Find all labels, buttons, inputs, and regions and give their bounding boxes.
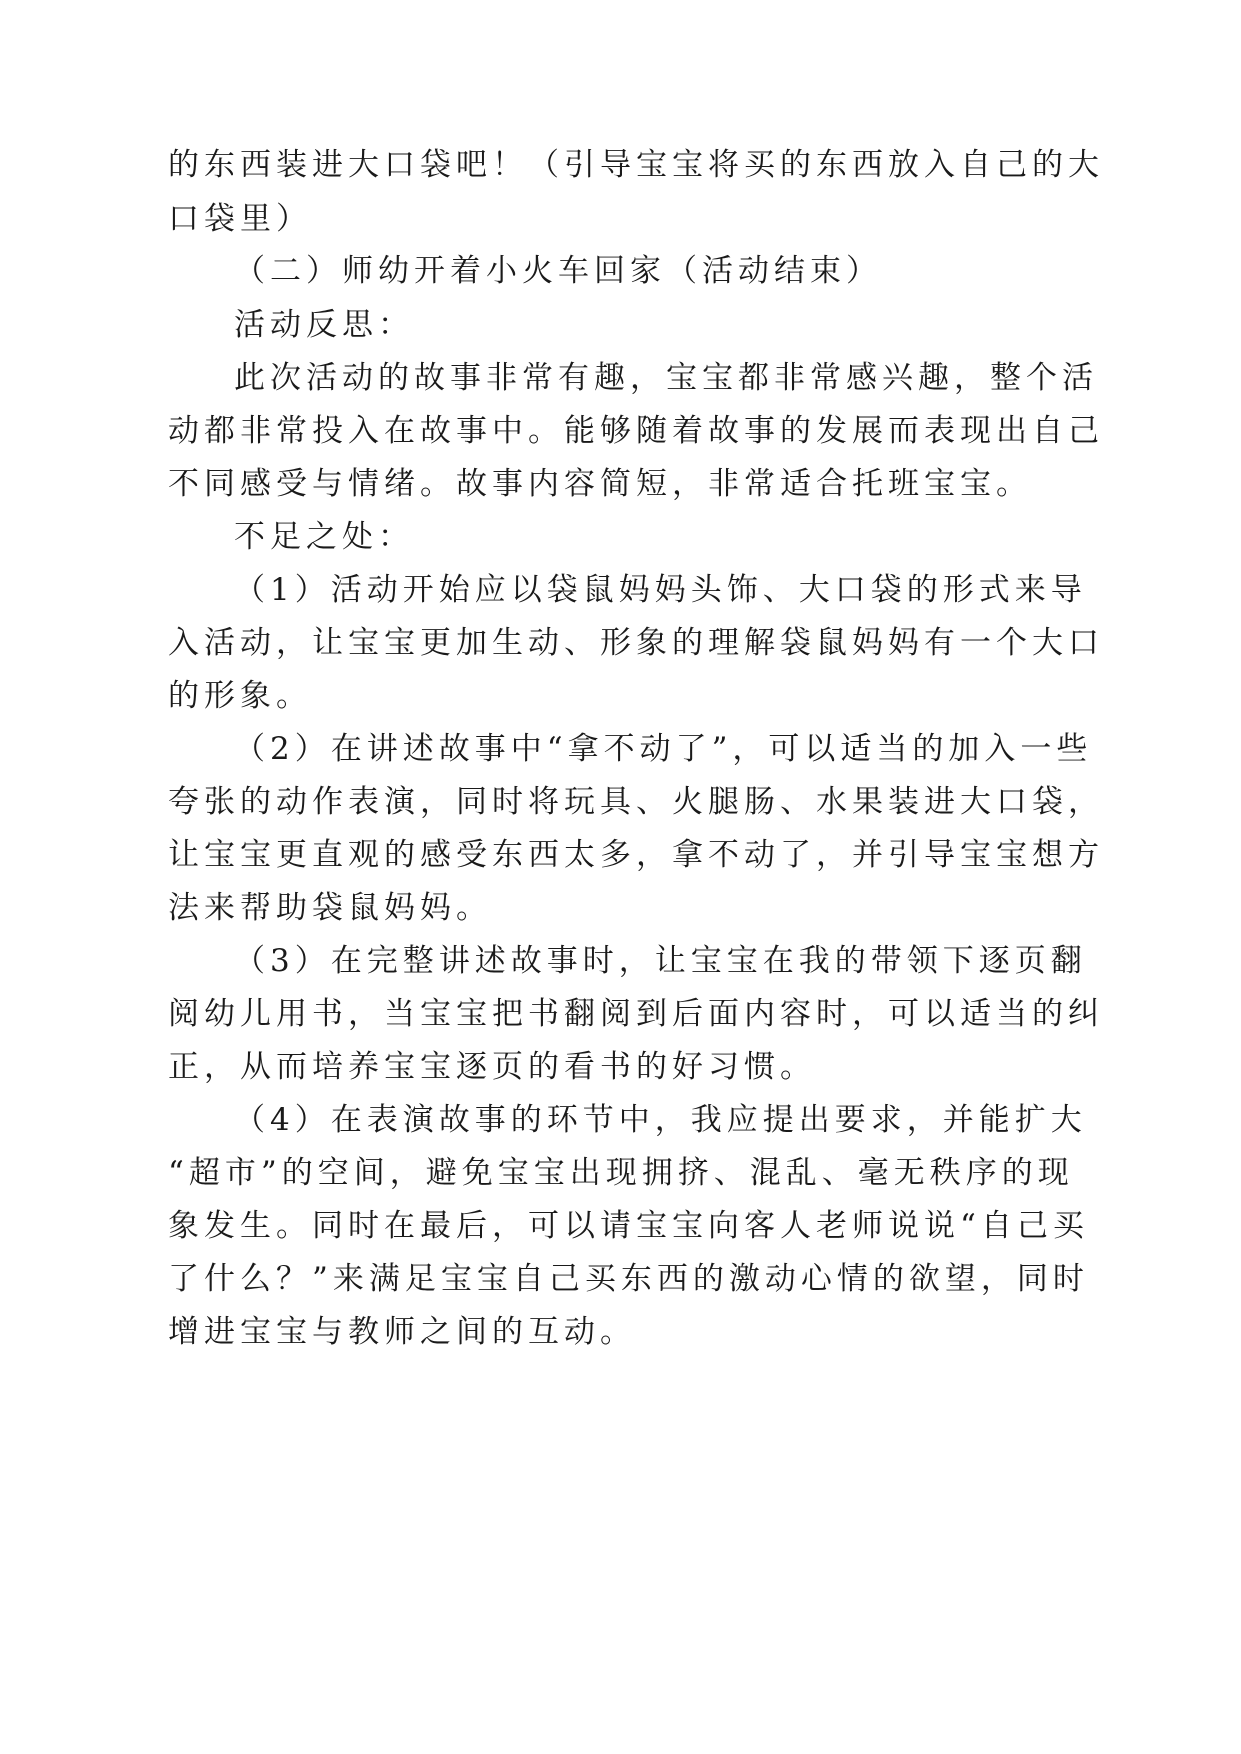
text-line: （二）师幼开着小火车回家（活动结束） (234, 253, 882, 289)
text-line: 的东西装进大口袋吧！（引导宝宝将买的东西放入自己的大 (168, 147, 1104, 183)
text-line: 了什么？”来满足宝宝自己买东西的激动心情的欲望，同时 (168, 1261, 1089, 1297)
text-line: “超市”的空间，避免宝宝出现拥挤、混乱、毫无秩序的现 (168, 1155, 1074, 1191)
text-line: 的形象。 (168, 678, 312, 714)
text-line: 此次活动的故事非常有趣，宝宝都非常感兴趣，整个活 (234, 360, 1098, 396)
text-line: 让宝宝更直观的感受东西太多，拿不动了，并引导宝宝想方 (168, 837, 1104, 873)
text-line: 象发生。同时在最后，可以请宝宝向客人老师说说“自己买 (168, 1208, 1089, 1244)
text-line: 正，从而培养宝宝逐页的看书的好习惯。 (168, 1049, 816, 1085)
text-line: （2）在讲述故事中“拿不动了”，可以适当的加入一些 (234, 731, 1093, 767)
text-line: 法来帮助袋鼠妈妈。 (168, 890, 492, 926)
text-line: 不同感受与情绪。故事内容简短，非常适合托班宝宝。 (168, 466, 1032, 502)
text-line: 夸张的动作表演，同时将玩具、火腿肠、水果装进大口袋， (168, 784, 1104, 820)
text-line: 增进宝宝与教师之间的互动。 (168, 1314, 636, 1350)
text-line: 动都非常投入在故事中。能够随着故事的发展而表现出自己 (168, 413, 1104, 449)
text-line: 不足之处： (234, 519, 414, 555)
text-line: 活动反思： (234, 307, 414, 343)
text-line: 口袋里） (168, 201, 312, 237)
text-line: 入活动，让宝宝更加生动、形象的理解袋鼠妈妈有一个大口 (168, 625, 1104, 661)
text-line: （4）在表演故事的环节中，我应提出要求，并能扩大 (234, 1102, 1087, 1138)
text-line: （1）活动开始应以袋鼠妈妈头饰、大口袋的形式来导 (234, 572, 1087, 608)
text-line: 阅幼儿用书，当宝宝把书翻阅到后面内容时，可以适当的纠 (168, 996, 1104, 1032)
text-line: （3）在完整讲述故事时，让宝宝在我的带领下逐页翻 (234, 943, 1087, 979)
